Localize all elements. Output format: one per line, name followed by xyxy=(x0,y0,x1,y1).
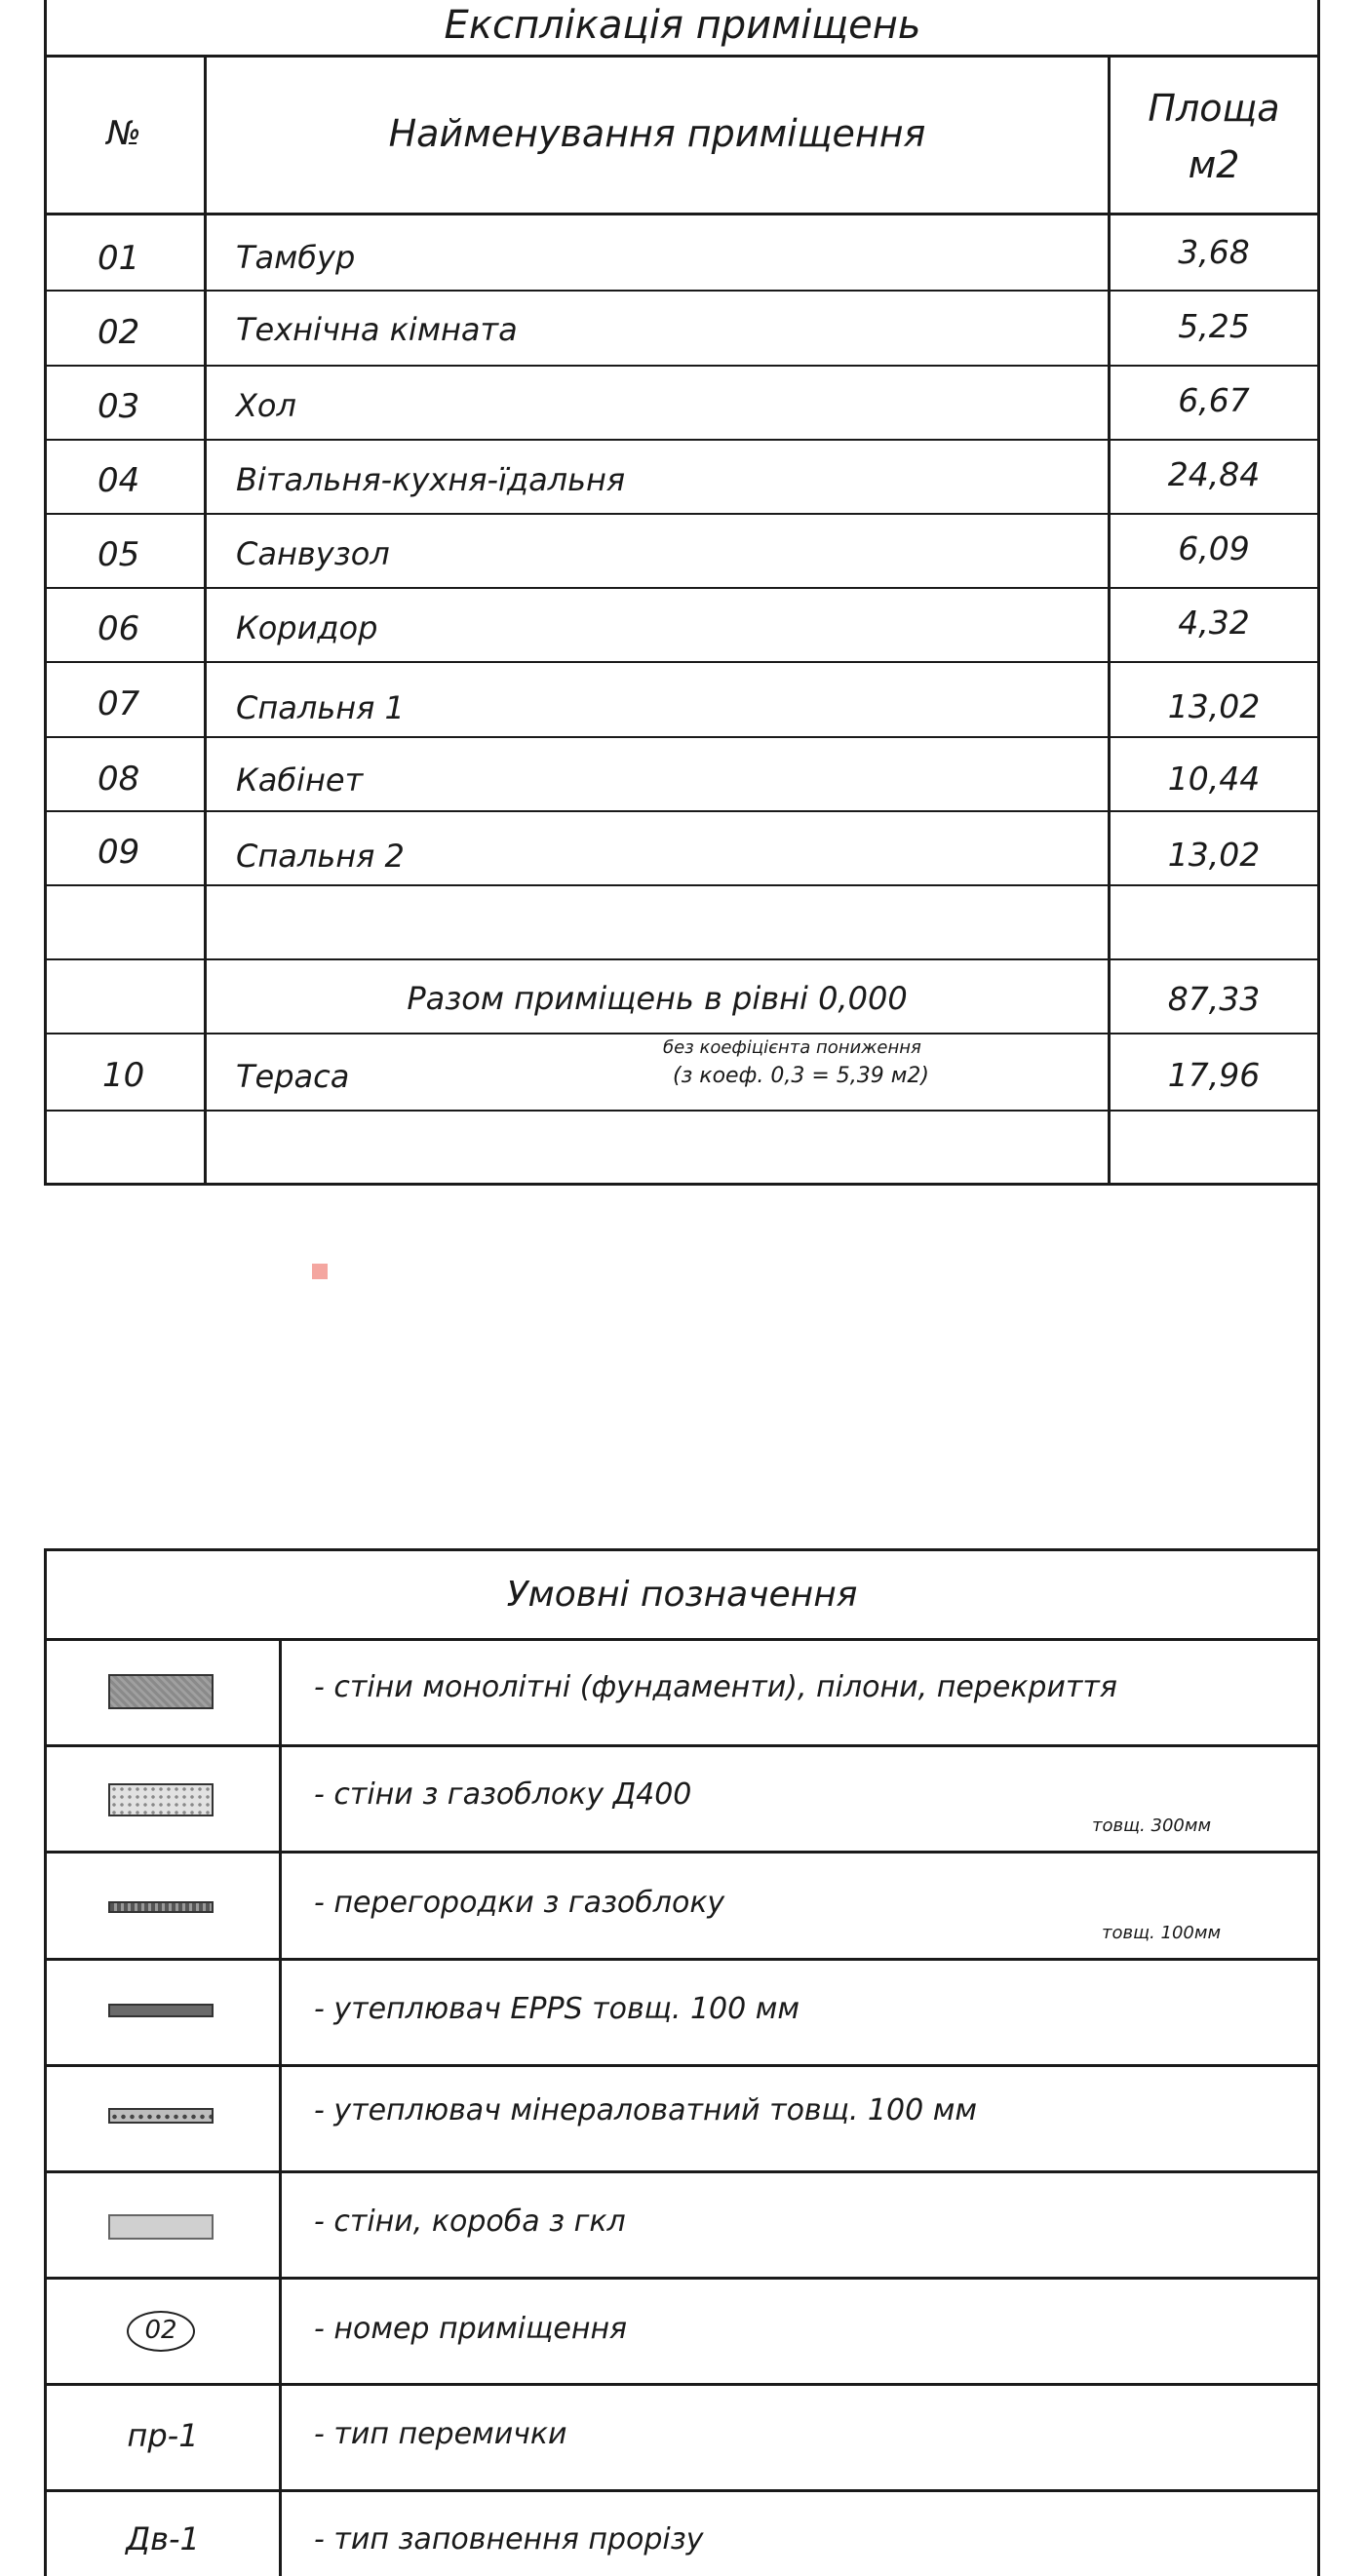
drywall-symbol xyxy=(108,2214,214,2240)
row-number: 04 xyxy=(98,461,140,500)
legend-divider xyxy=(44,2277,1320,2280)
header-area-line1: Площа xyxy=(1148,87,1280,130)
legend-divider xyxy=(44,1958,1320,1961)
row-divider xyxy=(44,958,1320,960)
legend-text: - стіни з газоблоку Д400 xyxy=(314,1777,692,1812)
aerated-partition-symbol xyxy=(108,1901,214,1913)
header-area-line2: м2 xyxy=(1188,143,1240,186)
row-divider xyxy=(44,661,1320,663)
row-divider xyxy=(44,1110,1320,1112)
row-number: 05 xyxy=(98,535,140,574)
legend-text: - стіни, короба з гкл xyxy=(314,2205,626,2239)
legend-divider xyxy=(44,2489,1320,2492)
legend-column-divider xyxy=(279,1638,282,2576)
legend-text: - стіни монолітні (фундаменти), пілони, перекриття xyxy=(314,1670,1117,1704)
row-name: Тераса xyxy=(236,1058,350,1095)
row-number: 02 xyxy=(98,313,140,352)
legend-text: - перегородки з газоблоку xyxy=(314,1886,725,1920)
terrace-note-line1: без коефіцієнта пониження xyxy=(663,1037,921,1058)
row-number: 06 xyxy=(98,609,140,648)
total-label: Разом приміщень в рівні 0,000 xyxy=(407,980,908,1017)
row-name: Санвузол xyxy=(236,535,390,572)
row-number: 03 xyxy=(98,387,140,426)
row-name: Тамбур xyxy=(236,239,356,276)
row-divider xyxy=(44,513,1320,515)
legend-divider xyxy=(44,1851,1320,1854)
mineral-wool-insulation-symbol xyxy=(108,2108,214,2124)
row-name: Спальня 2 xyxy=(236,838,405,875)
row-area: 10,44 xyxy=(1167,760,1261,798)
opening-fill-type-symbol: Дв-1 xyxy=(126,2520,200,2557)
legend-note: товщ. 100мм xyxy=(1102,1923,1222,1943)
row-divider xyxy=(44,213,1320,215)
monolith-wall-symbol xyxy=(108,1674,214,1709)
marker-square xyxy=(312,1264,328,1279)
row-name: Вітальня-кухня-їдальня xyxy=(236,461,626,498)
row-divider xyxy=(44,810,1320,812)
row-area: 6,67 xyxy=(1178,381,1250,419)
legend-text: - тип заповнення прорізу xyxy=(314,2522,704,2556)
header-name: Найменування приміщення xyxy=(388,112,926,155)
row-divider xyxy=(44,1033,1320,1034)
terrace-area: 17,96 xyxy=(1167,1056,1261,1094)
aerated-block-wall-symbol xyxy=(108,1783,214,1816)
epps-insulation-symbol xyxy=(108,2004,214,2017)
legend-divider xyxy=(44,1548,1320,1551)
legend-divider xyxy=(44,2064,1320,2067)
room-number-symbol-text: 02 xyxy=(144,2316,177,2345)
row-divider xyxy=(44,55,1320,58)
terrace-note-line2: (з коеф. 0,3 = 5,39 м2) xyxy=(673,1064,929,1088)
row-divider xyxy=(44,1183,1320,1186)
legend-title: Умовні позначення xyxy=(506,1575,858,1615)
row-divider xyxy=(44,439,1320,441)
row-area: 3,68 xyxy=(1178,233,1250,271)
row-divider xyxy=(44,290,1320,292)
table-border-right xyxy=(1317,0,1320,2576)
legend-text: - утеплювач мінераловатний товщ. 100 мм xyxy=(314,2093,977,2127)
row-name: Спальня 1 xyxy=(236,689,405,726)
row-area: 13,02 xyxy=(1167,687,1261,725)
legend-divider xyxy=(44,2383,1320,2386)
row-name: Кабінет xyxy=(236,761,364,799)
legend-divider xyxy=(44,2170,1320,2173)
row-area: 6,09 xyxy=(1178,529,1250,567)
explication-title: Експлікація приміщень xyxy=(444,3,921,48)
row-divider xyxy=(44,587,1320,589)
row-divider xyxy=(44,736,1320,738)
row-number: 09 xyxy=(98,833,140,872)
legend-text: - утеплювач EPPS товщ. 100 мм xyxy=(314,1992,800,2026)
row-number: 01 xyxy=(98,239,140,278)
legend-note: товщ. 300мм xyxy=(1092,1815,1212,1836)
row-number: 08 xyxy=(98,760,140,799)
row-area: 5,25 xyxy=(1178,307,1250,345)
row-name: Хол xyxy=(236,387,296,424)
row-area: 4,32 xyxy=(1178,604,1250,642)
row-name: Технічна кімната xyxy=(236,311,518,348)
row-number: 10 xyxy=(102,1056,145,1095)
table-border-left xyxy=(44,0,47,1185)
row-area: 24,84 xyxy=(1167,455,1261,493)
legend-divider xyxy=(44,1638,1320,1641)
row-name: Коридор xyxy=(236,609,378,646)
row-divider xyxy=(44,365,1320,367)
row-divider xyxy=(44,884,1320,886)
lintel-type-symbol: пр-1 xyxy=(127,2417,199,2454)
header-number: № xyxy=(106,114,141,153)
legend-divider xyxy=(44,1744,1320,1747)
row-number: 07 xyxy=(98,684,140,723)
row-area: 13,02 xyxy=(1167,836,1261,874)
column-divider xyxy=(204,55,207,1186)
legend-text: - тип перемички xyxy=(314,2417,567,2451)
total-area: 87,33 xyxy=(1167,980,1261,1018)
legend-text: - номер приміщення xyxy=(314,2312,628,2346)
